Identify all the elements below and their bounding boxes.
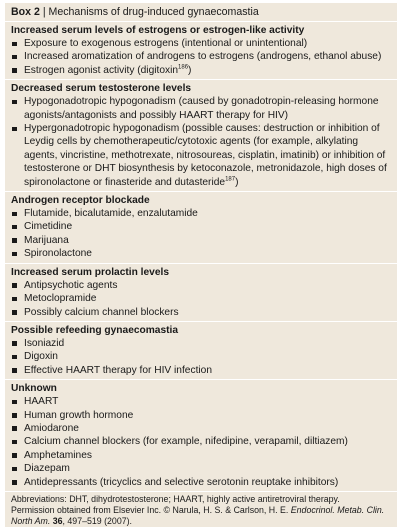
mechanisms-box [5, 3, 397, 527]
list-item-text-end: ) [188, 64, 192, 76]
list-item [11, 50, 397, 63]
title-separator: | [42, 6, 46, 18]
list-item-text: Marijuana [24, 234, 69, 246]
list-item-text: Possibly calcium channel blockers [24, 306, 179, 318]
footnote [5, 491, 397, 528]
section-heading: Unknown [11, 383, 57, 395]
list-item [11, 122, 397, 189]
section-heading: Androgen receptor blockade [11, 195, 150, 207]
section-list [11, 279, 397, 319]
section-heading: Decreased serum testosterone levels [11, 83, 192, 95]
list-item-text: Human growth hormone [24, 409, 134, 421]
list-item-text: Exposure to exogenous estrogens (intentional or unintentional) [24, 38, 308, 49]
list-item-text: Antipsychotic agents [24, 279, 118, 291]
section [5, 79, 397, 191]
list-item [11, 364, 397, 377]
list-item-text: Amphetamines [24, 449, 92, 461]
list-item-text: Cimetidine [24, 221, 73, 233]
footnote-volume: 36 [52, 516, 63, 527]
list-item-text: HAART [24, 396, 59, 408]
reference-number: 187 [225, 176, 236, 183]
list-item [11, 449, 397, 462]
list-item-text: Calcium channel blockers (for example, nifedipine, verapamil, diltiazem) [24, 436, 348, 448]
list-item-text: Effective HAART therapy for HIV infection [24, 364, 212, 376]
list-item [11, 247, 397, 260]
list-item-text-end: ) [235, 176, 239, 188]
list-item-text: Isoniazid [24, 337, 65, 349]
list-item-text: Amiodarone [24, 422, 79, 434]
list-item-text: Flutamide, bicalutamide, enzalutamide [24, 208, 198, 220]
box-title-bar [5, 3, 397, 22]
box-label: Box 2 [11, 6, 40, 18]
footnote-journal: Endocrinol. Metab. Clin. North Am. [11, 505, 385, 527]
list-item [11, 395, 397, 408]
list-item [11, 422, 397, 435]
list-item [11, 350, 397, 363]
list-item-text: Antidepressants (tricyclics and selective serotonin reuptake inhibitors) [24, 476, 339, 488]
list-item-text: Digoxin [24, 351, 58, 363]
list-item [11, 279, 397, 292]
section-heading: Increased serum levels of estrogens or estrogen-like activity [11, 25, 305, 36]
list-item [11, 337, 397, 350]
section [5, 263, 397, 321]
section-list [11, 207, 397, 261]
list-item [11, 292, 397, 305]
footnote-pages: , 497–519 (2007). [62, 516, 132, 527]
list-item-text: Metoclopramide [24, 293, 97, 305]
section-heading: Possible refeeding gynaecomastia [11, 324, 179, 336]
mechanism-sections [5, 22, 397, 491]
list-item-text: Increased aromatization of androgens to estrogens (androgens, ethanol abuse) [24, 51, 382, 63]
list-item-text: Hypogonadotropic hypogonadism (caused by gonadotropin-releasing hormone agonists/antagonists and possibly HAART therapy for HIV) [24, 96, 379, 121]
list-item-text: Hypergonadotropic hypogonadism (possible causes: destruction or inhibition of Leydig cells by chemotherapeutic/cytotoxic agents (for example, alkylating agents, vincristine, methotrexate, nitrosoureas, cisplatin, imatinib) or inhibition of testosterone or DHT biosynthesis by ketoconazole, metronidazole, high doses of spironolactone or finasteride and dutasteride [24, 123, 387, 188]
footnote-abbreviations: Abbreviations: DHT, dihydrotestosterone; HAART, highly active antiretroviral therapy. [11, 493, 340, 504]
list-item [11, 435, 397, 448]
section-list [11, 395, 397, 489]
list-item [11, 220, 397, 233]
list-item [11, 306, 397, 319]
list-item [11, 476, 397, 489]
section-list [11, 37, 397, 77]
list-item-text: Estrogen agonist activity (digitoxin [24, 64, 179, 76]
list-item [11, 95, 397, 122]
section-heading: Increased serum prolactin levels [11, 266, 169, 278]
list-item [11, 207, 397, 220]
section [5, 22, 397, 79]
list-item-text: Spironolactone [24, 248, 92, 260]
section [5, 379, 397, 491]
list-item [11, 462, 397, 475]
section-list [11, 337, 397, 377]
section-list [11, 95, 397, 189]
list-item-text: Diazepam [24, 463, 70, 475]
list-item [11, 37, 397, 50]
list-item [11, 234, 397, 247]
footnote-permission: Permission obtained from Elsevier Inc. © Narula, H. S. & Carlson, H. E. [11, 505, 289, 516]
section [5, 191, 397, 263]
section [5, 321, 397, 379]
list-item [11, 64, 397, 77]
box-title: Mechanisms of drug-induced gynaecomastia [48, 6, 259, 18]
list-item [11, 409, 397, 422]
reference-number: 186 [178, 64, 189, 71]
